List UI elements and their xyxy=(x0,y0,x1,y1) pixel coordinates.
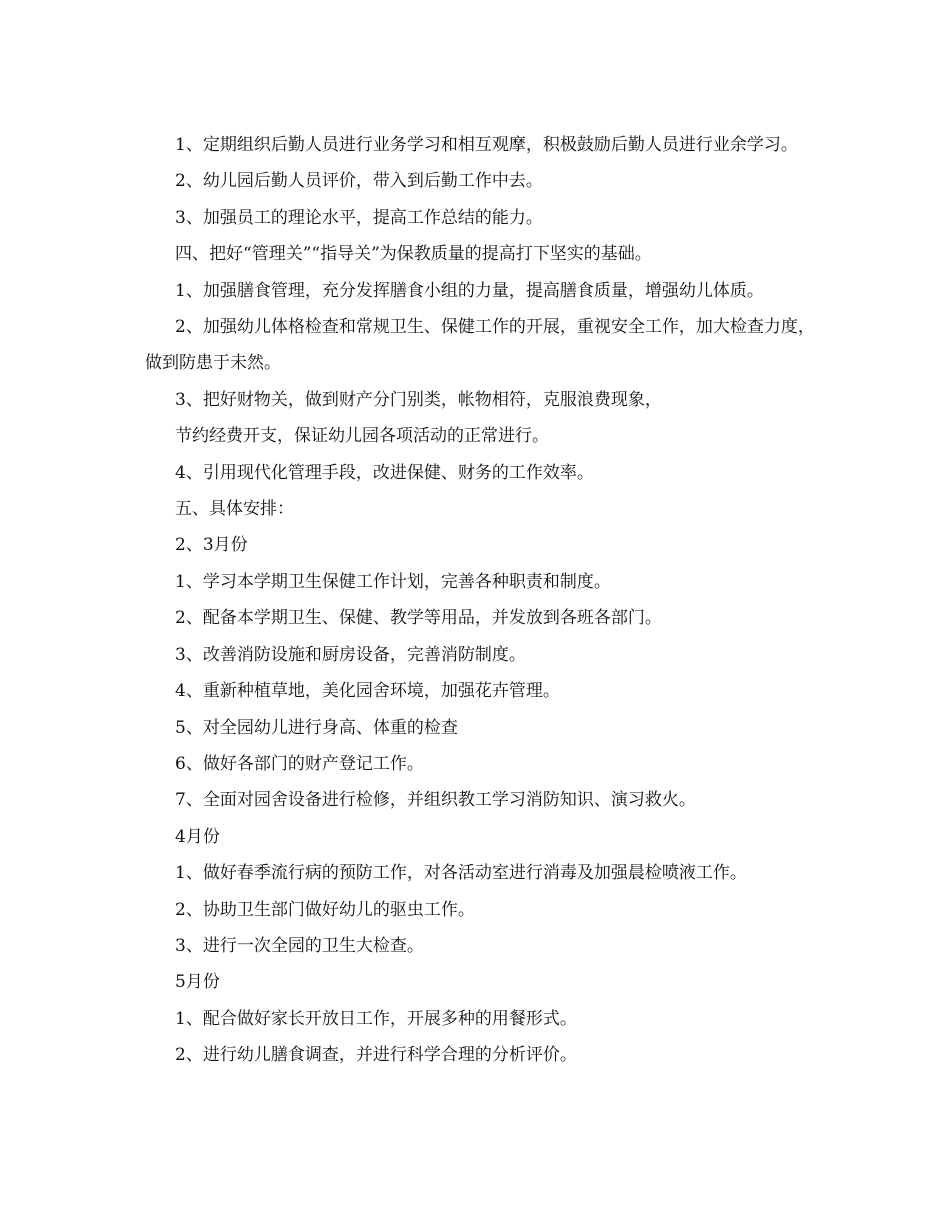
paragraph: 1、配合做好家长开放日工作，开展多种的用餐形式。 xyxy=(175,1008,577,1029)
paragraph: 7、全面对园舍设备进行检修，并组织教工学习消防知识、演习救火。 xyxy=(175,790,696,811)
paragraph: 5、对全园幼儿进行身高、体重的检查 xyxy=(175,717,458,738)
paragraph: 3、进行一次全园的卫生大检查。 xyxy=(175,935,424,956)
paragraph: 3、把好财物关，做到财产分门别类，帐物相符，克服浪费现象， xyxy=(175,389,662,410)
paragraph: 2、幼儿园后勤人员评价，带入到后勤工作中去。 xyxy=(175,171,543,192)
paragraph: 3、加强员工的理论水平，提高工作总结的能力。 xyxy=(175,207,543,228)
paragraph: 2、配备本学期卫生、保健、教学等用品，并发放到各班各部门。 xyxy=(175,608,662,629)
section-heading: 五、具体安排： xyxy=(175,499,294,520)
paragraph: 2、协助卫生部门做好幼儿的驱虫工作。 xyxy=(175,899,475,920)
paragraph: 3、改善消防设施和厨房设备，完善消防制度。 xyxy=(175,644,526,665)
paragraph: 4、引用现代化管理手段，改进保健、财务的工作效率。 xyxy=(175,462,594,483)
paragraph: 节约经费开支，保证幼儿园各项活动的正常进行。 xyxy=(175,426,549,447)
paragraph: 1、做好春季流行病的预防工作，对各活动室进行消毒及加强晨检喷液工作。 xyxy=(175,863,747,884)
paragraph: 2、进行幼儿膳食调查，并进行科学合理的分析评价。 xyxy=(175,1045,577,1066)
paragraph: 4、重新种植草地，美化园舍环境，加强花卉管理。 xyxy=(175,681,560,702)
paragraph: 6、做好各部门的财产登记工作。 xyxy=(175,753,424,774)
paragraph: 1、定期组织后勤人员进行业务学习和相互观摩，积极鼓励后勤人员进行业余学习。 xyxy=(175,135,798,155)
section-heading: 四、把好“管理关”“指导关”为保教质量的提高打下坚实的基础。 xyxy=(175,244,652,265)
paragraph: 1、加强膳食管理，充分发挥膳食小组的力量，提高膳食质量，增强幼儿体质。 xyxy=(175,280,764,301)
month-heading: 4月份 xyxy=(175,826,220,847)
month-heading: 5月份 xyxy=(175,972,220,993)
document-body xyxy=(145,127,825,1074)
paragraph: 2、加强幼儿体格检查和常规卫生、保健工作的开展，重视安全工作，加大检查力度，做到防患于未然。 xyxy=(145,317,815,374)
paragraph: 1、学习本学期卫生保健工作计划，完善各种职责和制度。 xyxy=(175,571,611,592)
month-heading: 2、3月份 xyxy=(175,535,248,556)
